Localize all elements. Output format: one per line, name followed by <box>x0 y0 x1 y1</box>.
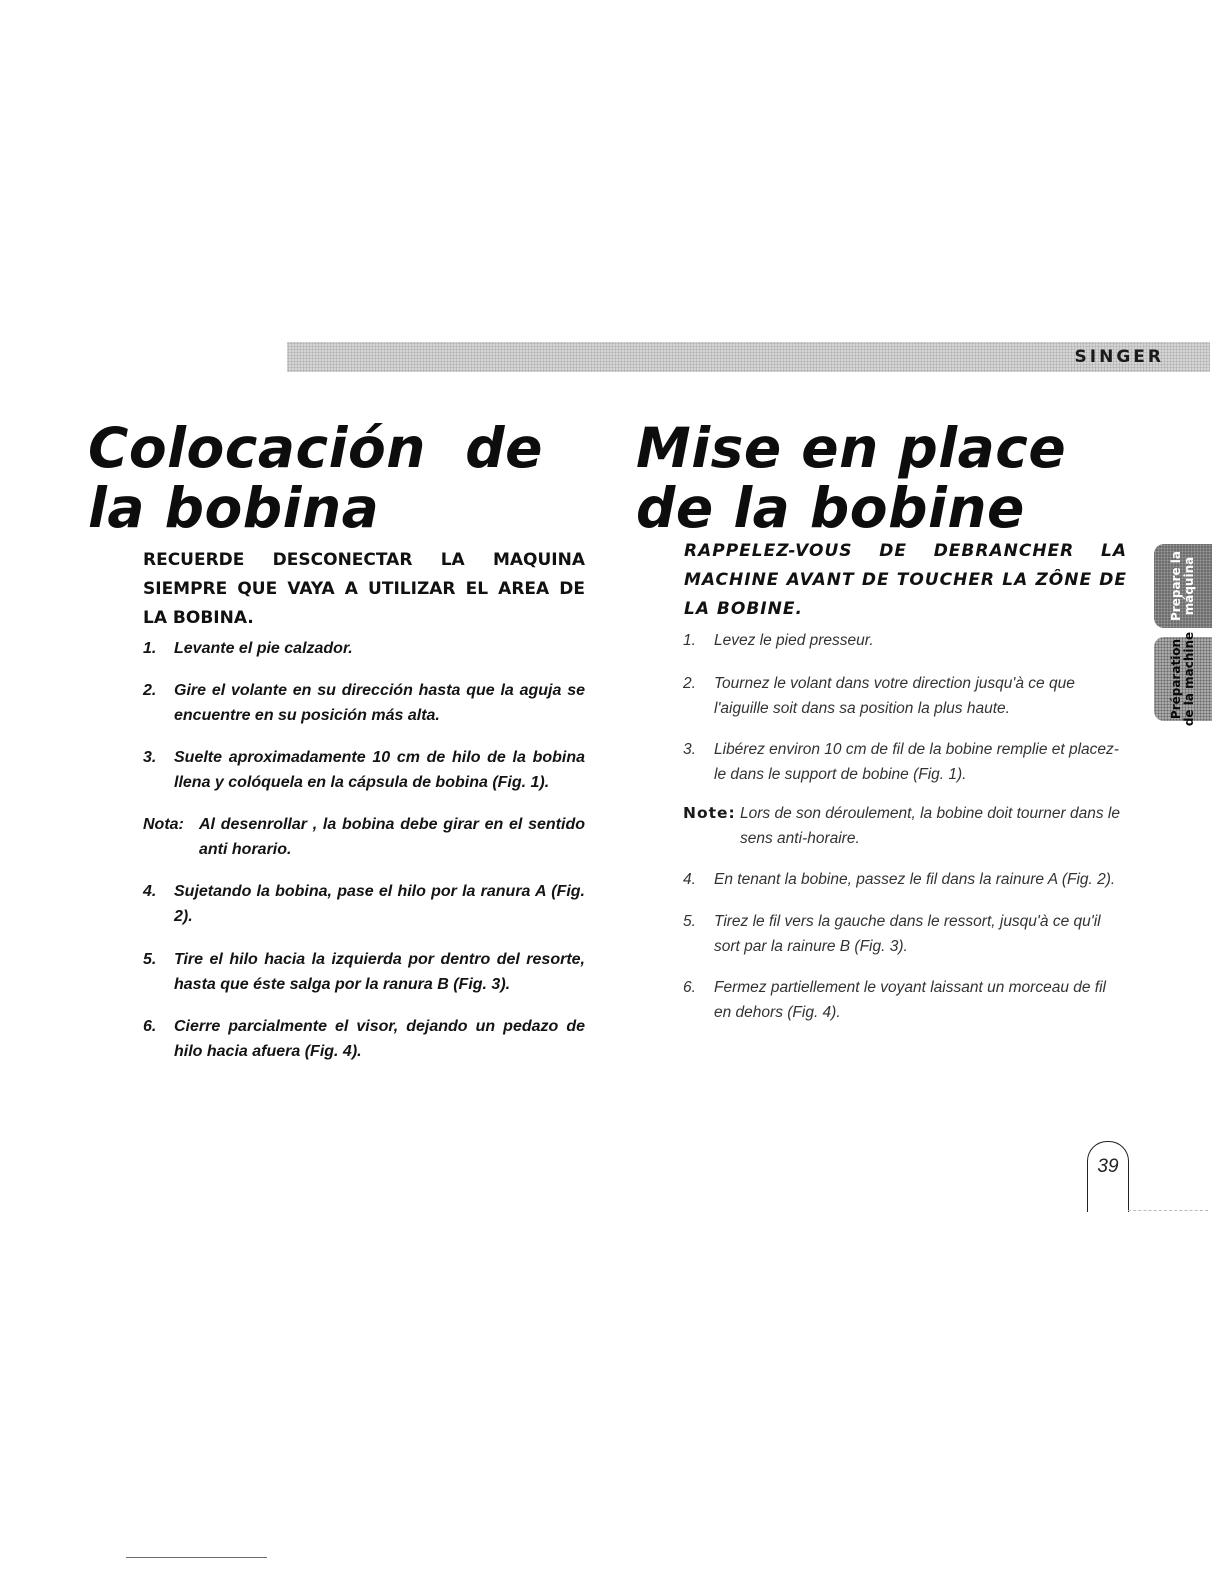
list-item <box>683 737 1127 787</box>
step-text: Gire el volante en su dirección hasta que la aguja se encuentre en su posición más alta. <box>174 682 585 724</box>
step-number: 3. <box>683 741 696 758</box>
note-text: Lors de son déroulement, la bobine doit tourner dans le sens anti-horaire. <box>740 805 1120 847</box>
step-text: Levante el pie calzador. <box>174 640 353 657</box>
note-item <box>683 801 1127 851</box>
page-number-frame <box>1087 1141 1129 1212</box>
step-text: Libérez environ 10 cm de fil de la bobine remplie et placez-le dans le support de bobine (Fig. 1). <box>714 741 1119 783</box>
list-item <box>143 947 585 997</box>
header-band <box>287 342 1210 372</box>
step-number: 5. <box>683 913 696 930</box>
bottom-rule <box>126 1557 267 1558</box>
tab-label-line: Préparation <box>1169 638 1183 720</box>
step-text: Sujetando la bobina, pase el hilo por la ranura A (Fig. 2). <box>174 883 585 925</box>
step-text: Tire el hilo hacia la izquierda por dentro del resorte, hasta que éste salga por la ranura B (Fig. 3). <box>174 951 585 993</box>
list-item <box>683 867 1127 892</box>
tab-label-line: Prepare la <box>1169 551 1183 621</box>
list-item <box>683 909 1127 959</box>
list-item <box>683 975 1127 1025</box>
page-number: 39 <box>1097 1156 1119 1177</box>
page-title-spanish <box>88 418 543 538</box>
step-text: En tenant la bobine, passez le fil dans la rainure A (Fig. 2). <box>714 871 1116 888</box>
step-number: 6. <box>683 979 696 996</box>
footer-rule <box>1128 1210 1208 1211</box>
list-item <box>143 745 585 795</box>
step-text: Tirez le fil vers la gauche dans le ressort, jusqu'à ce qu'il sort par la rainure B (Fig. 3). <box>714 913 1101 955</box>
list-item <box>143 1014 585 1064</box>
list-item <box>143 678 585 728</box>
tab-label <box>1170 632 1196 726</box>
step-text: Suelte aproximadamente 10 cm de hilo de la bobina llena y colóquela en la cápsula de bobina (Fig. 1). <box>174 749 585 791</box>
note-label: Note: <box>683 804 736 822</box>
page-title-french <box>636 418 1066 538</box>
step-number: 2. <box>683 675 696 692</box>
step-text: Cierre parcialmente el visor, dejando un pedazo de hilo hacia afuera (Fig. 4). <box>174 1018 585 1060</box>
step-text: Levez le pied presseur. <box>714 632 874 649</box>
step-number: 4. <box>143 883 157 900</box>
step-number: 2. <box>143 682 157 699</box>
step-number: 6. <box>143 1018 157 1035</box>
warning-french: RAPPELEZ-VOUS DE DEBRANCHER LA MACHINE AVANT DE TOUCHER LA ZÔNE DE LA BOBINE. <box>684 541 1127 619</box>
step-text: Tournez le volant dans votre direction jusqu'à ce que l'aiguille soit dans sa position la plus haute. <box>714 675 1075 717</box>
title-line: la bobina <box>88 476 380 540</box>
note-label: Nota: <box>143 816 184 833</box>
tab-label-line: de la machine <box>1182 631 1196 727</box>
step-text: Fermez partiellement le voyant laissant un morceau de fil en dehors (Fig. 4). <box>714 979 1106 1021</box>
step-number: 3. <box>143 749 157 766</box>
list-item <box>143 636 585 661</box>
title-line: Colocación de <box>88 416 543 480</box>
tab-label-line: máquina <box>1182 556 1196 616</box>
steps-french <box>683 628 1127 1025</box>
list-item <box>143 879 585 929</box>
tab-label <box>1170 551 1196 621</box>
warning-spanish: RECUERDE DESCONECTAR LA MAQUINA SIEMPRE QUE VAYA A UTILIZAR EL AREA DE LA BOBINA. <box>143 550 585 628</box>
list-item <box>683 671 1127 721</box>
step-number: 4. <box>683 871 696 888</box>
title-line: de la bobine <box>636 476 1025 540</box>
note-text: Al desenrollar , la bobina debe girar en el sentido anti horario. <box>199 816 585 858</box>
brand-name: SINGER <box>1074 347 1164 367</box>
step-number: 5. <box>143 951 157 968</box>
list-item <box>683 628 1127 653</box>
section-tab-spanish[interactable] <box>1154 544 1212 628</box>
step-number: 1. <box>143 640 157 657</box>
section-tab-french[interactable] <box>1154 631 1212 727</box>
title-line: Mise en place <box>636 416 1067 480</box>
step-number: 1. <box>683 632 696 649</box>
note-item <box>143 812 585 862</box>
steps-spanish <box>143 636 585 1064</box>
